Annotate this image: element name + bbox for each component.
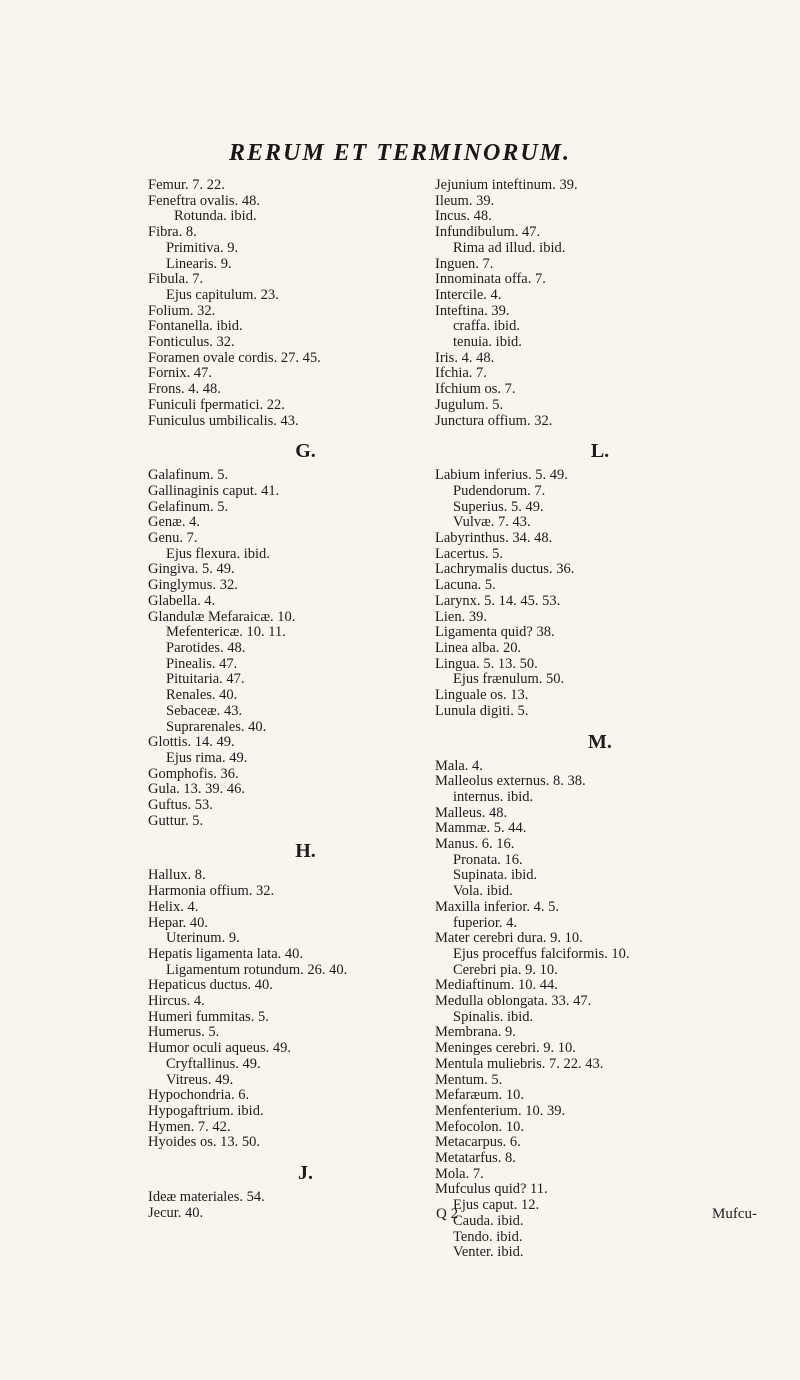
signature-mark: Q 2 [436,1206,459,1222]
index-entry: Genu. 7. [148,530,198,547]
index-entry: Funiculi fpermatici. 22. [148,396,285,413]
index-entry: Iris. 4. 48. [435,349,495,366]
index-subentry: Spinalis. ibid. [453,1008,534,1025]
index-entry: Ligamenta quid? 38. [435,624,555,641]
index-entry: Femur. 7. 22. [148,177,225,193]
index-entry: Jecur. 40. [148,1204,204,1221]
index-subentry: Supinata. ibid. [453,867,538,884]
index-entry: Lunula digiti. 5. [435,702,529,719]
index-entry: Helix. 4. [148,898,199,915]
index-entry: Humor oculi aqueus. 49. [148,1040,291,1057]
index-entry: Mammæ. 5. 44. [435,820,527,837]
index-subentry: Suprarenales. 40. [166,718,267,735]
index-entry: Folium. 32. [148,302,216,319]
index-subentry: Pudendorum. 7. [453,482,546,499]
index-entry: Ideæ materiales. 54. [148,1189,265,1206]
index-entry: Jejunium inteftinum. 39. [435,177,578,193]
index-entry: Inguen. 7. [435,255,494,272]
index-subentry: Vola. ibid. [453,883,513,900]
index-subentry: Cauda. ibid. [453,1212,524,1229]
index-entry: Harmonia offium. 32. [148,883,275,900]
index-entry: Guftus. 53. [148,797,213,814]
index-entry: Genæ. 4. [148,514,200,531]
index-subentry: tenuia. ibid. [453,334,522,351]
index-entry: Jugulum. 5. [435,396,504,413]
index-subentry: Pronata. 16. [453,851,523,868]
index-entry: Fontanella. ibid. [148,318,243,335]
index-entry: Lacertus. 5. [435,545,504,562]
index-entry: Feneftra ovalis. 48. [148,192,260,209]
index-entry: Labium inferius. 5. 49. [435,467,568,484]
index-subentry: fuperior. 4. [453,914,518,931]
index-subentry: Ejus flexura. ibid. [166,545,270,562]
index-entry: Mater cerebri dura. 9. 10. [435,930,583,947]
index-entry: Hymen. 7. 42. [148,1118,231,1135]
index-subentry: Sebaceæ. 43. [166,702,243,719]
index-entry: Mentum. 5. [435,1071,503,1088]
index-subentry: internus. ibid. [453,788,534,805]
index-entry: Mefaræum. 10. [435,1087,524,1104]
index-subentry: Ejus caput. 12. [453,1197,540,1214]
index-entry: Larynx. 5. 14. 45. 53. [435,592,561,609]
index-entry: Junctura offium. 32. [435,412,553,429]
index-entry: Ginglymus. 32. [148,577,238,594]
index-entry: Lien. 39. [435,608,487,625]
section-letter: H. [295,840,316,863]
index-entry: Inteftina. 39. [435,302,510,319]
index-subentry: Ligamentum rotundum. 26. 40. [166,961,348,978]
index-entry: Fonticulus. 32. [148,334,235,351]
index-entry: Fibra. 8. [148,224,197,241]
index-entry: Ifchium os. 7. [435,381,516,398]
index-entry: Lacuna. 5. [435,577,496,594]
index-entry: Gingiva. 5. 49. [148,561,235,578]
index-entry: Innominata offa. 7. [435,271,546,288]
index-entry: Metacarpus. 6. [435,1134,521,1151]
index-subentry: Vulvæ. 7. 43. [453,514,531,531]
index-entry: Frons. 4. 48. [148,381,221,398]
index-subentry: Parotides. 48. [166,639,246,656]
index-subentry: Ejus frænulum. 50. [453,671,565,688]
index-entry: Fibula. 7. [148,271,204,288]
index-entry: Mala. 4. [435,757,483,774]
index-subentry: Ejus capitulum. 23. [166,286,279,303]
index-entry: Linguale os. 13. [435,687,529,704]
index-subentry: Primitiva. 9. [166,239,239,256]
index-subentry: Pituitaria. 47. [166,671,245,688]
index-column-right [435,178,765,1261]
index-subentry: craffa. ibid. [453,318,520,335]
section-letter: M. [588,730,612,753]
section-letter: J. [298,1162,313,1185]
index-entry: Mediaftinum. 10. 44. [435,977,558,994]
index-subentry: Mefentericæ. 10. 11. [166,624,286,641]
index-entry: Hyoides os. 13. 50. [148,1134,260,1151]
index-entry: Hepaticus ductus. 40. [148,977,273,994]
index-entry: Mufculus quid? 11. [435,1181,548,1198]
index-subentry: Uterinum. 9. [166,930,240,947]
index-entry: Mola. 7. [435,1165,484,1182]
index-subentry: Ejus proceffus falciformis. 10. [453,945,630,962]
section-letter: G. [295,440,316,463]
section-letter: L. [590,440,610,463]
index-entry: Galafinum. 5. [148,467,229,484]
index-subentry: Cryftallinus. 49. [166,1055,261,1072]
index-entry: Hepar. 40. [148,914,208,931]
index-entry: Lingua. 5. 13. 50. [435,655,538,672]
index-entry: Metatarfus. 8. [435,1150,516,1167]
index-subentry: Cerebri pia. 9. 10. [453,961,558,978]
index-entry: Manus. 6. 16. [435,836,515,853]
index-entry: Gula. 13. 39. 46. [148,781,246,798]
index-entry: Fornix. 47. [148,365,213,382]
index-entry: Mefocolon. 10. [435,1118,524,1135]
index-entry: Humeri fummitas. 5. [148,1008,269,1025]
index-entry: Linea alba. 20. [435,639,522,656]
index-subentry: Superius. 5. 49. [453,498,544,515]
index-entry: Hepatis ligamenta lata. 40. [148,945,304,962]
index-subentry: Venter. ibid. [453,1244,524,1261]
index-entry: Hypogaftrium. ibid. [148,1102,264,1119]
index-entry: Labyrinthus. 34. 48. [435,530,553,547]
index-entry: Lachrymalis ductus. 36. [435,561,575,578]
index-entry: Hircus. 4. [148,993,205,1010]
catchword: Mufcu- [712,1206,757,1222]
index-entry: Gallinaginis caput. 41. [148,482,280,499]
index-subentry: Vitreus. 49. [166,1071,234,1088]
index-entry: Membrana. 9. [435,1024,516,1041]
index-subentry: Pinealis. 47. [166,655,238,672]
index-entry: Infundibulum. 47. [435,224,541,241]
index-entry: Malleolus externus. 8. 38. [435,773,586,790]
index-entry: Glabella. 4. [148,592,216,609]
index-entry: Guttur. 5. [148,812,204,829]
index-subentry: Tendo. ibid. [453,1228,523,1245]
index-subentry: Rima ad illud. ibid. [453,239,566,256]
index-subentry: Rotunda. ibid. [174,208,257,225]
index-entry: Intercile. 4. [435,286,502,303]
index-entry: Mentula muliebris. 7. 22. 43. [435,1055,604,1072]
index-entry: Medulla oblongata. 33. 47. [435,993,592,1010]
index-entry: Incus. 48. [435,208,492,225]
index-entry: Humerus. 5. [148,1024,220,1041]
index-entry: Maxilla inferior. 4. 5. [435,898,560,915]
index-entry: Glottis. 14. 49. [148,734,235,751]
index-subentry: Renales. 40. [166,687,238,704]
index-entry: Meninges cerebri. 9. 10. [435,1040,576,1057]
index-entry: Gomphofis. 36. [148,765,239,782]
index-entry: Gelafinum. 5. [148,498,229,515]
index-entry: Menfenterium. 10. 39. [435,1102,566,1119]
index-entry: Funiculus umbilicalis. 43. [148,412,299,429]
index-entry: Ifchia. 7. [435,365,487,382]
index-subentry: Linearis. 9. [166,255,232,272]
index-entry: Ileum. 39. [435,192,495,209]
index-column-left [148,178,463,1221]
index-subentry: Ejus rima. 49. [166,749,248,766]
running-head: RERUM ET TERMINORUM. [228,140,572,166]
index-entry: Glandulæ Mefaraicæ. 10. [148,608,296,625]
index-entry: Hallux. 8. [148,867,206,884]
index-entry: Hypochondria. 6. [148,1087,250,1104]
index-entry: Foramen ovale cordis. 27. 45. [148,349,321,366]
index-entry: Malleus. 48. [435,804,508,821]
